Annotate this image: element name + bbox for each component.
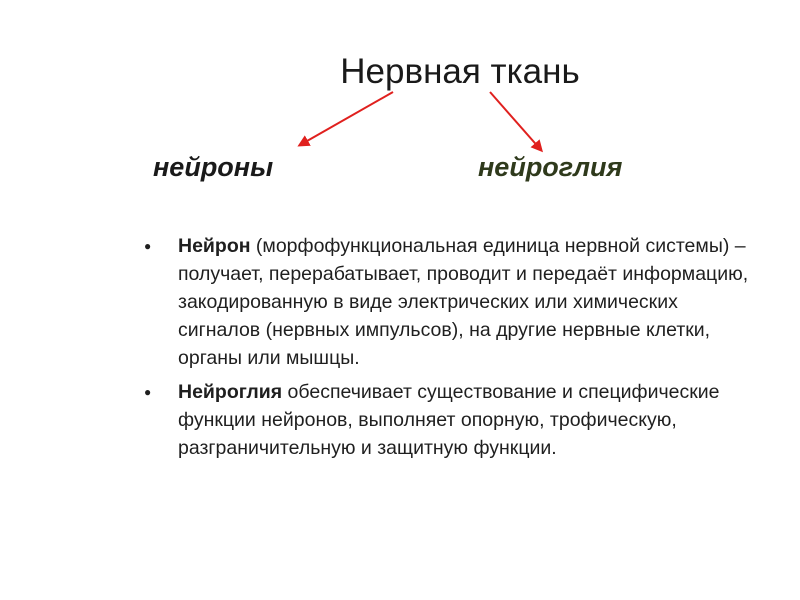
bullet-icon: ● (144, 239, 152, 253)
list-item-neuron (140, 232, 760, 372)
arrow-to-neurons (300, 92, 393, 145)
bullet-icon: ● (144, 385, 152, 399)
term-neuroglia: Нейроглия (178, 381, 283, 403)
diagram-title: Нервная ткань (340, 52, 580, 91)
definition-list (140, 232, 760, 468)
node-neurons: нейроны (153, 152, 274, 182)
node-neuroglia: нейроглия (478, 152, 623, 182)
definition-neuron: (морфофункциональная единица нервной системы) – получает, перерабатывает, проводит и передаёт информацию, закодированную в виде электрических или химических сигналов (нервных импульсов), на другие нервные клетки, органы или мышцы. (178, 235, 749, 369)
term-neuron: Нейрон (178, 235, 251, 257)
list-item-neuroglia (140, 378, 760, 462)
definition-neuroglia: обеспечивает существование и специфические функции нейронов, выполняет опорную, трофическую, разграничительную и защитную функции. (178, 381, 720, 459)
arrow-to-neuroglia (490, 92, 541, 150)
